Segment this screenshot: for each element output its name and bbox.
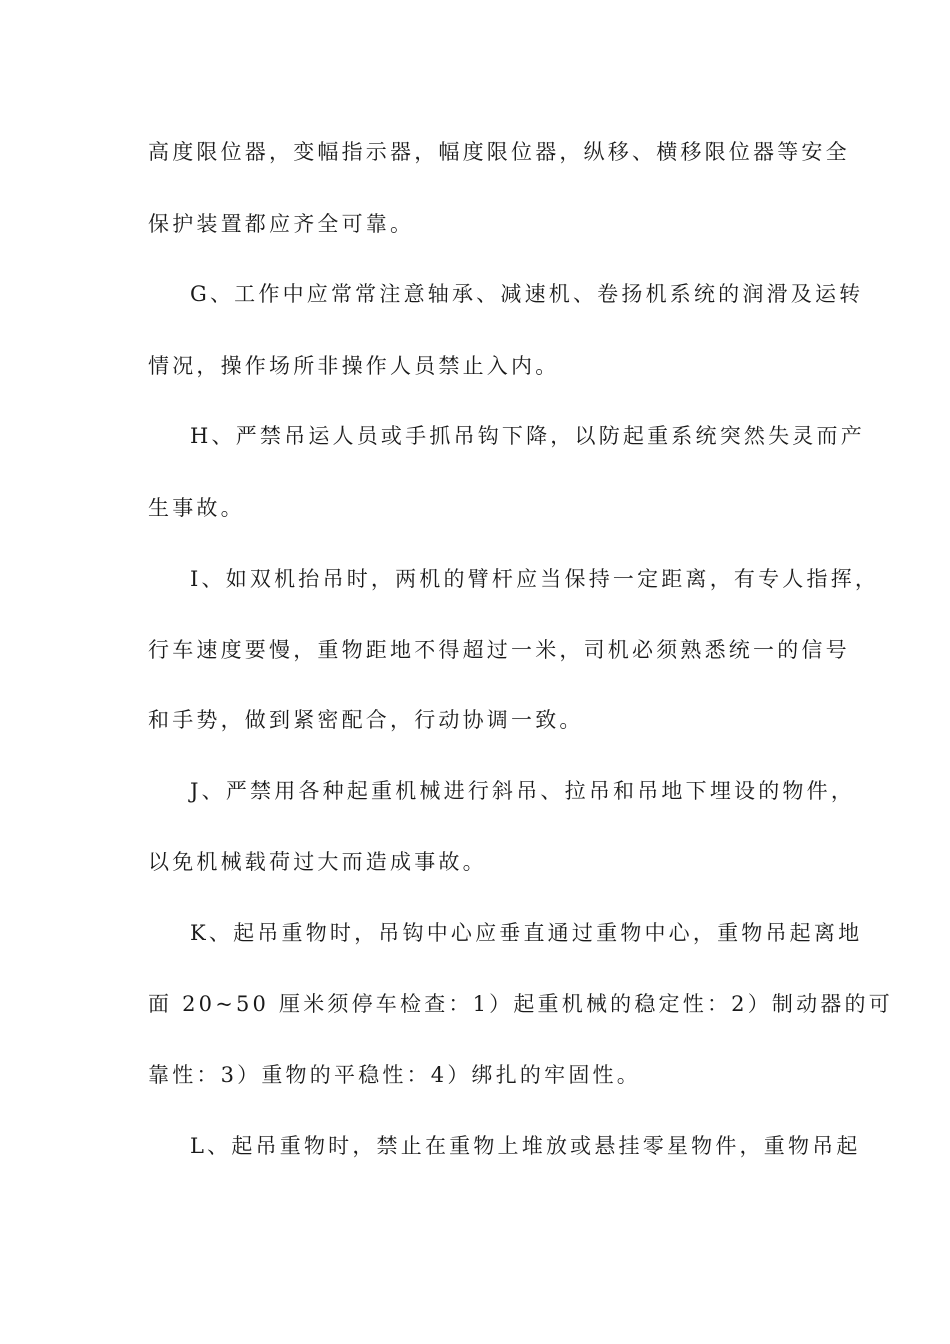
text-line: 面 20~50 厘米须停车检查：1）起重机械的稳定性：2）制动器的可 <box>148 992 893 1016</box>
paragraph-l-start: L、起吊重物时，禁止在重物上堆放或悬挂零星物件，重物吊起 <box>190 1134 861 1158</box>
paragraph-j-start: J、严禁用各种起重机械进行斜吊、拉吊和吊地下埋设的物件， <box>190 779 856 803</box>
text-line: 行车速度要慢，重物距地不得超过一米，司机必须熟悉统一的信号 <box>148 638 850 662</box>
text-line: 情况，操作场所非操作人员禁止入内。 <box>148 354 560 378</box>
text-line: 保护装置都应齐全可靠。 <box>148 212 415 236</box>
paragraph-i-start: I、如双机抬吊时，两机的臂杆应当保持一定距离，有专人指挥， <box>190 567 880 591</box>
paragraph-k-start: K、起吊重物时，吊钩中心应垂直通过重物中心，重物吊起离地 <box>190 921 863 945</box>
text-line: 生事故。 <box>148 496 245 520</box>
paragraph-g-start: G、工作中应常常注意轴承、减速机、卷扬机系统的润滑及运转 <box>190 282 864 306</box>
paragraph-h-start: H、严禁吊运人员或手抓吊钩下降，以防起重系统突然失灵而产 <box>190 424 865 448</box>
text-line: 和手势，做到紧密配合，行动协调一致。 <box>148 708 584 732</box>
text-line: 高度限位器，变幅指示器，幅度限位器，纵移、横移限位器等安全 <box>148 140 850 164</box>
text-line: 靠性：3）重物的平稳性：4）绑扎的牢固性。 <box>148 1063 641 1087</box>
text-line: 以免机械载荷过大而造成事故。 <box>148 850 487 874</box>
